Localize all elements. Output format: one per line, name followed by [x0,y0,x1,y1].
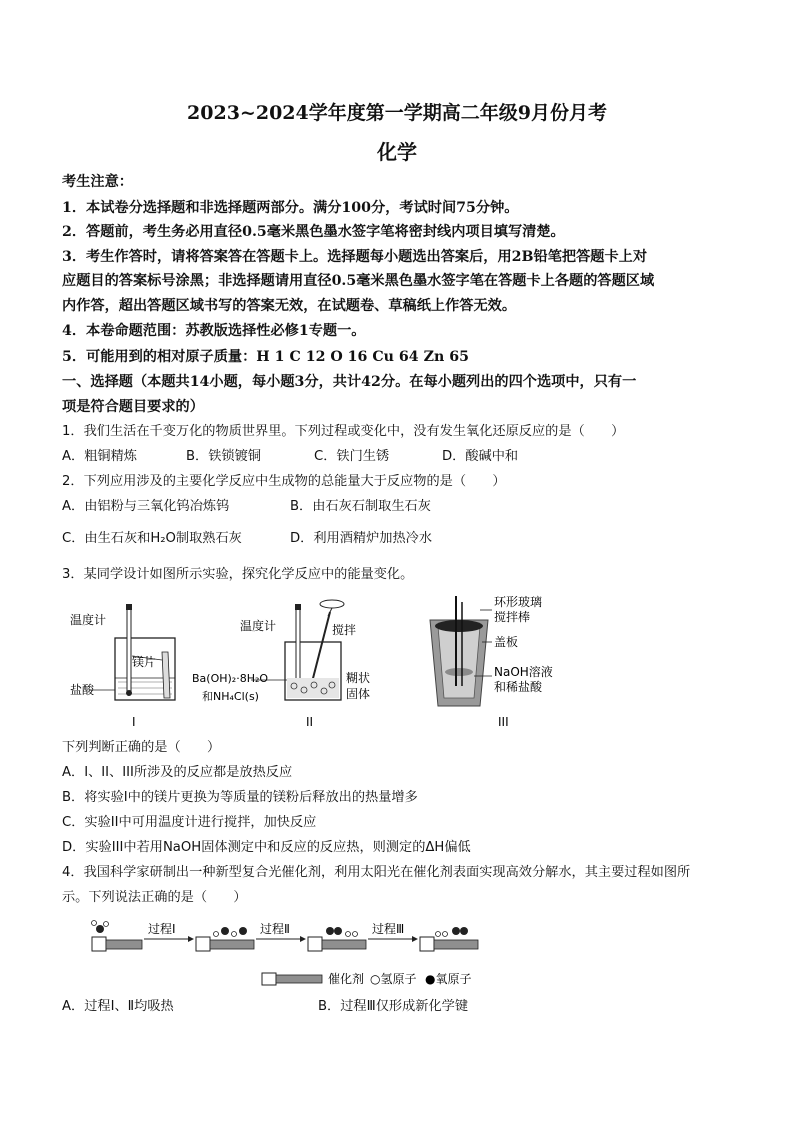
legend-hydrogen: ○氢原子 [370,972,417,986]
fig3-caption: III [498,715,509,729]
fig1-acid-label: 盐酸 [70,683,95,697]
notice-item: 2．答题前，考生务必用直径0.5毫米黑色墨水签字笔将密封线内项目填写清楚。 [62,224,565,240]
fig2-caption: II [306,715,314,729]
fig1-thermometer-label: 温度计 [70,613,107,627]
experiment-figure [70,590,610,735]
section-heading: 一、选择题（本题共14小题，每小题3分，共计42分。在每小题列出的四个选项中，只有一 [62,374,637,390]
fig2-reagent-line1: Ba(OH)₂·8H₂O [192,672,269,685]
exam-title: 2023~2024学年度第一学期高二年级9月份月考 [187,102,607,124]
q2-option-a: A．由铝粉与三氧化钨冶炼钨 [62,499,230,514]
figure-ii [192,600,370,729]
question-2-stem: 2．下列应用涉及的主要化学反应中生成物的总能量大于反应物的是（ ） [62,474,506,489]
q2-option-b: B．由石灰石制取生石灰 [290,499,431,514]
notice-item: 4．本卷命题范围：苏教版选择性必修1专题一。 [62,323,366,339]
question-1-stem: 1．我们生活在千变万化的物质世界里。下列过程或变化中，没有发生氧化还原反应的是（ ） [62,424,625,439]
q4-option-a: A．过程Ⅰ、Ⅱ均吸热 [62,999,174,1014]
fig1-caption: I [132,715,136,729]
section-heading-cont: 项是符合题目要求的） [62,399,204,415]
question-3-ask: 下列判断正确的是（ ） [62,740,221,755]
legend-oxygen: ●氧原子 [425,972,472,986]
q1-option-c: C．铁门生锈 [314,449,390,464]
notice-heading: 考生注意： [62,174,133,190]
fig1-mg-label: 镁片 [132,655,157,669]
question-4-stem: 4．我国科学家研制出一种新型复合光催化剂，利用太阳光在催化剂表面实现高效分解水，其主要过程如图所 [62,865,691,880]
legend-catalyst: 催化剂 [328,972,365,986]
q3-option-d: D．实验III中若用NaOH固体测定中和反应的反应热，则测定的ΔH偏低 [62,840,471,855]
process-figure [80,915,500,995]
q3-option-a: A．I、II、III所涉及的反应都是放热反应 [62,765,293,780]
question-3-stem: 3．某同学设计如图所示实验，探究化学反应中的能量变化。 [62,567,414,582]
q1-option-b: B．铁锁镀铜 [186,449,261,464]
q2-option-c: C．由生石灰和H₂O制取熟石灰 [62,531,242,546]
q2-option-d: D．利用酒精炉加热冷水 [290,531,433,546]
notice-item: 5．可能用到的相对原子质量：H 1 C 12 O 16 Cu 64 Zn 65 [62,349,469,365]
notice-item: 内作答，超出答题区域书写的答案无效，在试题卷、草稿纸上作答无效。 [62,298,517,314]
fig2-stir-label: 搅拌 [332,623,357,637]
q3-option-c: C．实验II中可用温度计进行搅拌，加快反应 [62,815,317,830]
fig3-rod-line2: 搅拌棒 [494,610,531,624]
fig2-paste-line2: 固体 [346,687,371,701]
fig2-paste-line1: 糊状 [346,671,371,685]
fig3-solution-line2: 和稀盐酸 [494,680,543,694]
fig3-lid-label: 盖板 [494,635,519,649]
q1-option-d: D．酸碱中和 [442,449,519,464]
subject-title: 化学 [377,140,417,164]
notice-item: 3．考生作答时，请将答案答在答题卡上。选择题每小题选出答案后，用2B铅笔把答题卡上对 [62,249,648,265]
notice-item: 1．本试卷分选择题和非选择题两部分。满分100分，考试时间75分钟。 [62,200,519,216]
fig2-reagent-line2: 和NH₄Cl(s) [202,690,259,703]
q3-option-b: B．将实验I中的镁片更换为等质量的镁粉后释放出的热量增多 [62,790,418,805]
figure-i [70,604,175,729]
figure-iii [430,594,553,729]
process-step-3-label: 过程Ⅲ [372,922,405,936]
q4-option-b: B．过程Ⅲ仅形成新化学键 [318,999,469,1014]
question-4-stem-cont: 示。下列说法正确的是（ ） [62,890,247,905]
process-step-1-label: 过程Ⅰ [148,922,176,936]
fig3-solution-line1: NaOH溶液 [494,665,553,679]
q1-option-a: A．粗铜精炼 [62,449,137,464]
fig3-rod-line1: 环形玻璃 [494,595,543,609]
process-step-2-label: 过程Ⅱ [260,922,290,936]
notice-item: 应题目的答案标号涂黑；非选择题请用直径0.5毫米黑色墨水签字笔在答题卡上各题的答题区域 [62,273,655,289]
fig2-thermometer-label: 温度计 [240,619,277,633]
